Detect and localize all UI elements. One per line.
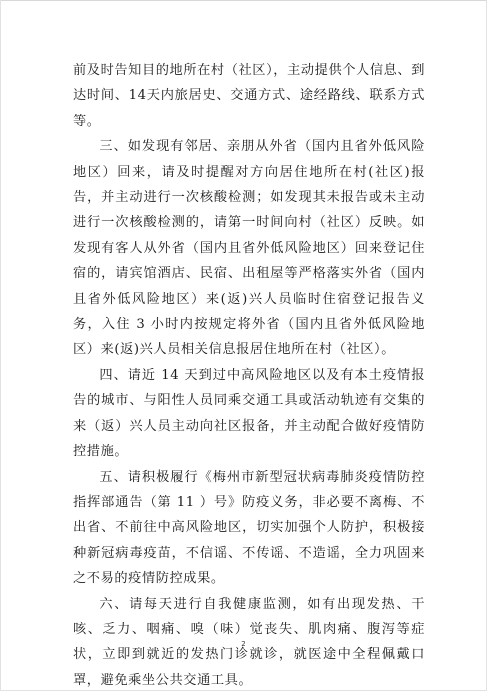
page-border-top bbox=[0, 0, 487, 1]
document-body bbox=[73, 58, 425, 691]
paragraph-continuation: 前及时告知目的地所在村（社区），主动提供个人信息、到达时间、14天内旅居史、交通方式、途经路线、联系方式等。 bbox=[73, 63, 425, 129]
paragraph-item-3: 三、如发现有邻居、亲朋从外省（国内且省外低风险地区）回来，请及时提醒对方向居住地所在村(社区)报告，并主动进行一次核酸检测；如发现其未报告或未主动进行一次核酸检测的，请第一时间向村（社区）反映。如发现有客人从外省（国内且省外低风险地区）回来登记住宿的，请宾馆酒店、民宿、出租屋等严格落实外省（国内且省外低风险地区）来(返)兴人员临时住宿登记报告义务，入住 3 小时内按规定将外省（国内且省外低风险地区）来(返)兴人员相关信息报居住地所在村（社区）。 bbox=[73, 139, 425, 358]
paragraph-item-4: 四、请近 14 天到过中高风险地区以及有本土疫情报告的城市、与阳性人员同乘交通工具或活动轨迹有交集的来（返）兴人员主动向社区报备，并主动配合做好疫情防控措施。 bbox=[73, 367, 425, 460]
paragraph-item-5: 五、请积极履行《梅州市新型冠状病毒肺炎疫情防控指挥部通告（第 11 ）号》防疫义务，非必要不离梅、不出省、不前往中高风险地区，切实加强个人防护，积极接种新冠病毒疫苗，不信谣、不传谣、不造谣，全力巩固来之不易的疫情防控成果。 bbox=[73, 469, 425, 587]
page-number: 2 bbox=[241, 640, 246, 648]
page-border-left bbox=[0, 0, 1, 691]
paragraph-item-6: 六、请每天进行自我健康监测，如有出现发热、干咳、乏力、咽痛、嗅（味）觉丧失、肌肉痛、腹泻等症状，立即到就近的发热门诊就诊，就医途中全程佩戴口罩，避免乘坐公共交通工具。 bbox=[73, 596, 425, 688]
